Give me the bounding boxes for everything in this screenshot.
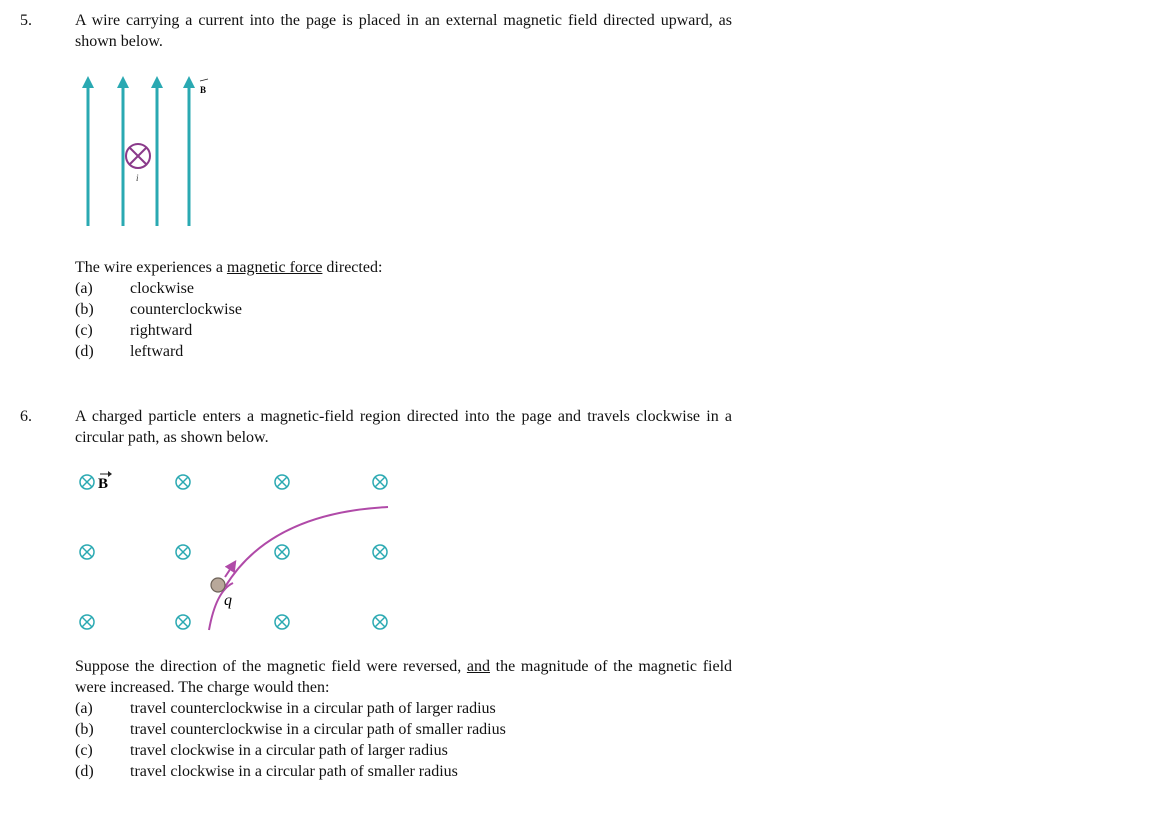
question-5-prompt: The wire experiences a magnetic force directed: (75, 259, 383, 276)
question-6-prompt: Suppose the direction of the magnetic field were reversed, and the magnitude of the magnetic field were increased. The charge would then: (75, 658, 733, 696)
option-b[interactable]: (b) counterclockwise (75, 301, 242, 318)
charge-label: q (224, 592, 232, 609)
field-into-page-icon (80, 475, 94, 489)
field-into-page-icon (80, 615, 94, 629)
field-into-page-icon (275, 475, 289, 489)
option-c[interactable]: (c) travel clockwise in a circular path of larger radius (75, 742, 448, 759)
underlined-term: and (466, 658, 490, 675)
q5-magnetic-field-figure (75, 76, 235, 236)
option-a[interactable]: (a) travel counterclockwise in a circular path of larger radius (75, 700, 496, 717)
q6-magnetic-field-figure (70, 465, 410, 635)
question-5-options (75, 278, 242, 362)
field-into-page-icon (373, 545, 387, 559)
svg-text:B: B (98, 476, 109, 492)
field-into-page-icon (275, 545, 289, 559)
field-into-page-icon (373, 475, 387, 489)
question-5-stem: A wire carrying a current into the page is placed in an external magnetic field directed upward, as shown below. (75, 12, 732, 50)
field-into-page-icon (373, 615, 387, 629)
option-b[interactable]: (b) travel counterclockwise in a circular path of smaller radius (75, 721, 506, 738)
particle-path-arrow (225, 507, 388, 587)
question-6-stem: A charged particle enters a magnetic-field region directed into the page and travels clockwise in a circular path, as shown below. (75, 408, 732, 446)
underlined-term: magnetic force (226, 259, 323, 276)
question-6-options (75, 698, 506, 782)
option-d[interactable]: (d) leftward (75, 343, 184, 360)
field-into-page-icon (176, 615, 190, 629)
wire-into-page-icon (126, 144, 150, 168)
current-label: i (136, 173, 139, 183)
field-label-b (200, 79, 208, 95)
field-into-page-icon (80, 545, 94, 559)
field-into-page-icon (176, 545, 190, 559)
question-5-number: 5. (20, 12, 32, 29)
question-6-number: 6. (20, 408, 32, 425)
option-c[interactable]: (c) rightward (75, 322, 193, 339)
field-label-b (98, 471, 112, 492)
option-a[interactable]: (a) clockwise (75, 280, 194, 297)
field-into-page-icon (275, 615, 289, 629)
svg-text:B: B (200, 85, 207, 95)
charge-particle (211, 578, 225, 592)
field-into-page-icon (176, 475, 190, 489)
option-d[interactable]: (d) travel clockwise in a circular path of smaller radius (75, 763, 458, 780)
